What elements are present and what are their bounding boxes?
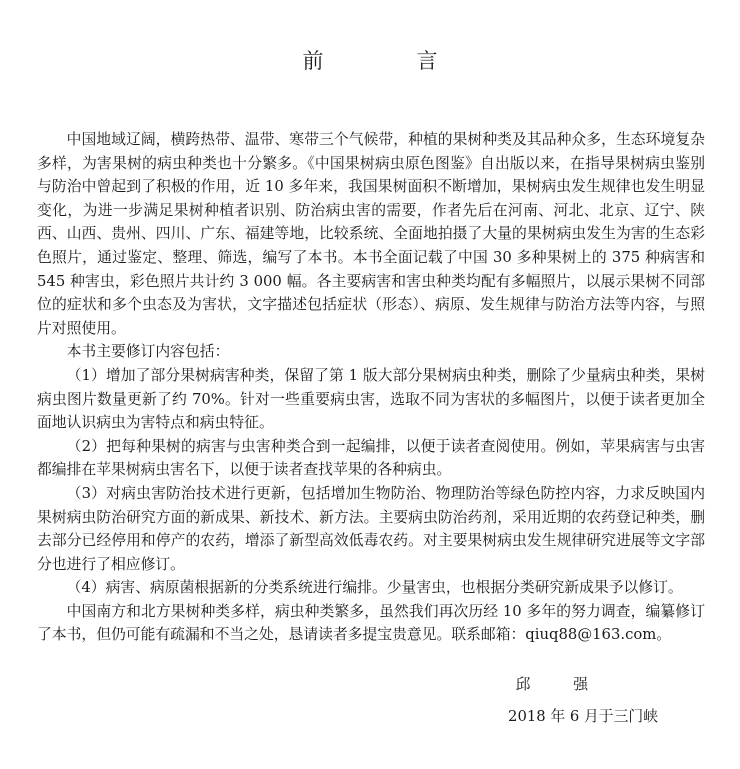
page-title: 前 言 [302,49,474,73]
preface-paragraph-4: （2）把每种果树的病害与虫害种类合到一起编排，以便于读者查阅使用。例如，苹果病害与虫害都编排在苹果树病虫害名下，以便于读者查找苹果的各种病虫。 [37,437,705,479]
signature-block [508,674,658,728]
preface-paragraph-6: （4）病害、病原菌根据新的分类系统进行编排。少量害虫，也根据分类研究新成果予以修订。 [66,579,683,597]
preface-body [37,128,705,647]
author-name: 邱 强 [515,676,602,693]
preface-paragraph-7: 中国南方和北方果树种类多样，病虫种类繁多，虽然我们再次历经 10 多年的努力调查，编纂修订了本书，但仍可能有疏漏和不当之处，恳请读者多提宝贵意见。联系邮箱：qiuq88@163.com。 [37,602,705,644]
preface-paragraph-2: 本书主要修订内容包括： [66,343,230,361]
date-place: 2018 年 6 月于三门峡 [508,708,658,725]
preface-paragraph-3: （1）增加了部分果树病害种类，保留了第 1 版大部分果树病虫种类，删除了少量病虫种类，果树病虫图片数量更新了约 70%。针对一些重要病虫害，选取不同为害状的多幅图片，以便于读者更加全面地认识病虫为害特点和病虫特征。 [37,366,705,432]
preface-paragraph-5: （3）对病虫害防治技术进行更新，包括增加生物防治、物理防治等绿色防控内容，力求反映国内果树病虫防治研究方面的新成果、新技术、新方法。主要病虫防治药剂，采用近期的农药登记种类，删去部分已经停用和停产的农药，增添了新型高效低毒农药。对主要果树病虫发生规律研究进展等文字部分也进行了相应修订。 [37,484,705,573]
preface-paragraph-1: 中国地域辽阔，横跨热带、温带、寒带三个气候带，种植的果树种类及其品种众多，生态环境复杂多样，为害果树的病虫种类也十分繁多。《中国果树病虫原色图鉴》自出版以来，在指导果树病虫鉴别与防治中曾起到了积极的作用，近 10 多年来，我国果树面积不断增加，果树病虫发生规律也发生明显变化，为进一步满足果树种植者识别、防治病虫害的需要，作者先后在河南、河北、北京、辽宁、陕西、山西、贵州、四川、广东、福建等地，比较系统、全面地拍摄了大量的果树病虫发生为害的生态彩色照片，通过鉴定、整理、筛选，编写了本书。本书全面记载了中国 30 多种果树上的 375 种病害和 545 种害虫，彩色照片共计约 3 000 幅。各主要病害和害虫种类均配有多幅照片，以展示果树不同部位的症状和多个虫态及为害状，文字描述包括症状（形态）、病原、发生规律与防治方法等内容，与照片对照使用。 [37,131,705,337]
